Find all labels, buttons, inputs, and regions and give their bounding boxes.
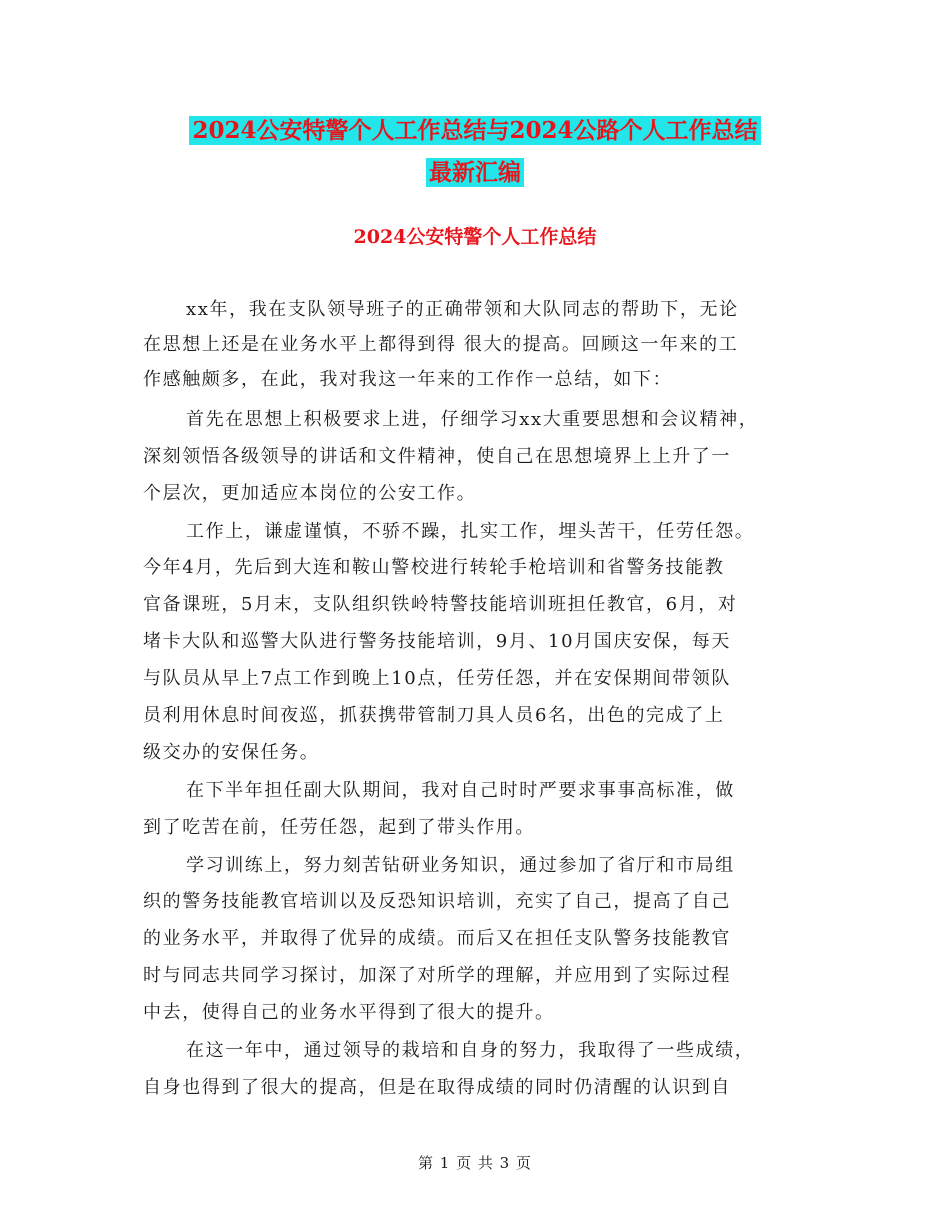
body-line: 中去，使得自己的业务水平得到了很大的提升。 — [143, 1002, 555, 1023]
document-title-line-2 — [0, 156, 950, 190]
body-line: 与队员从早上7点工作到晚上10点，任劳任怨，并在安保期间带领队 — [143, 668, 731, 689]
page-number-footer: 第 1 页 共 3 页 — [418, 1154, 532, 1172]
body-line: 在这一年中，通过领导的栽培和自身的努力，我取得了一些成绩， — [186, 1040, 755, 1061]
body-line: 员利用休息时间夜巡，抓获携带管制刀具人员6名，出色的完成了上 — [143, 705, 725, 726]
body-line: 官备课班，5月末，支队组织铁岭特警技能培训班担任教官，6月，对 — [143, 594, 738, 615]
body-line: 个层次，更加适应本岗位的公安工作。 — [143, 483, 477, 504]
body-line: 今年4月，先后到大连和鞍山警校进行转轮手枪培训和省警务技能教 — [143, 557, 725, 578]
section-heading: 2024公安特警个人工作总结 — [353, 226, 597, 248]
body-line: 工作上，谦虚谨慎，不骄不躁，扎实工作，埋头苦干，任劳任怨。 — [186, 521, 755, 542]
body-line: 级交办的安保任务。 — [143, 742, 320, 763]
body-line: 到了吃苦在前，任劳任怨，起到了带头作用。 — [143, 817, 535, 838]
body-line: 时与同志共同学习探讨，加深了对所学的理解，并应用到了实际过程 — [143, 965, 731, 986]
body-line: 学习训练上，努力刻苦钻研业务知识，通过参加了省厅和市局组 — [186, 855, 735, 876]
body-line: 在下半年担任副大队期间，我对自己时时严要求事事高标准，做 — [186, 780, 735, 801]
body-line: 堵卡大队和巡警大队进行警务技能培训，9月、10月国庆安保，每天 — [143, 631, 731, 652]
body-line: 的业务水平，并取得了优异的成绩。而后又在担任支队警务技能教官 — [143, 928, 731, 949]
body-line: 织的警务技能教官培训以及反恐知识培训，充实了自己，提高了自己 — [143, 891, 731, 912]
body-line: 作感触颇多，在此，我对我这一年来的工作作一总结，如下： — [143, 369, 673, 390]
body-line: 在思想上还是在业务水平上都得到得 很大的提高。回顾这一年来的工 — [143, 334, 739, 355]
body-line: 自身也得到了很大的提高，但是在取得成绩的同时仍清醒的认识到自 — [143, 1077, 731, 1098]
document-title-text-2: 最新汇编 — [426, 158, 524, 187]
document-title-line-1 — [0, 114, 950, 148]
body-line: 深刻领悟各级领导的讲话和文件精神，使自己在思想境界上上升了一 — [143, 446, 731, 467]
document-title-text-1: 2024公安特警个人工作总结与2024公路个人工作总结 — [189, 116, 760, 145]
body-line: 首先在思想上积极要求上进，仔细学习xx大重要思想和会议精神， — [186, 409, 759, 430]
body-line: xx年，我在支队领导班子的正确带领和大队同志的帮助下，无论 — [186, 299, 739, 320]
